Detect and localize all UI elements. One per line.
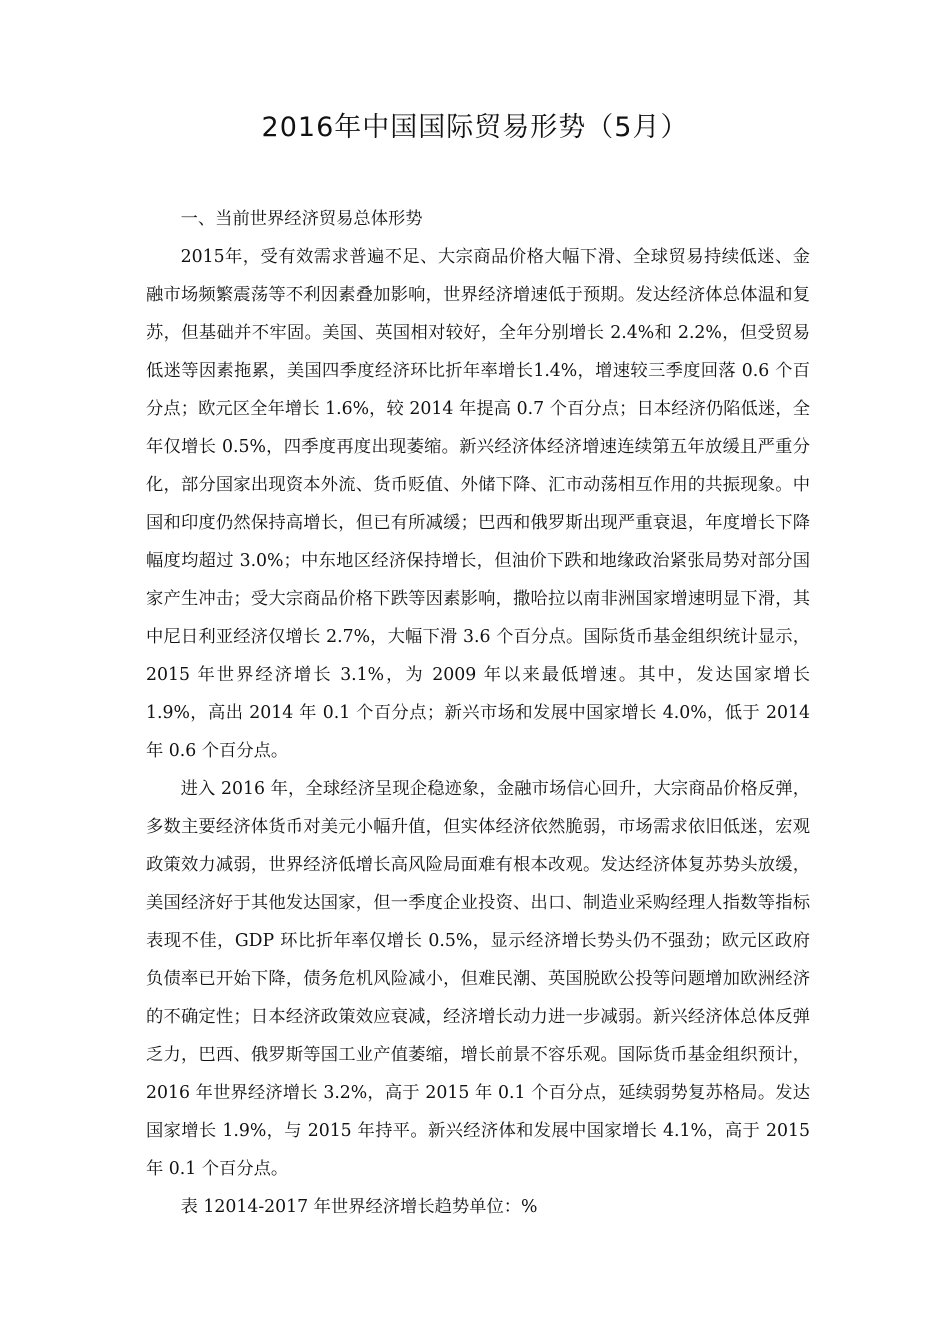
paragraph-2015-overview: 2015年，受有效需求普遍不足、大宗商品价格大幅下滑、全球贸易持续低迷、金融市场频繁震荡等不利因素叠加影响，世界经济增速低于预期。发达经济体总体温和复苏，但基础并不牢固。美国、英国相对较好，全年分别增长 2.4%和 2.2%，但受贸易低迷等因素拖累，美国四季度经济环比折年率增长1.4%，增速较三季度回落 0.6 个百分点；欧元区全年增长 1.6%，较 2014 年提高 0.7 个百分点；日本经济仍陷低迷，全年仅增长 0.5%，四季度再度出现萎缩。新兴经济体经济增速连续第五年放缓且严重分化，部分国家出现资本外流、货币贬值、外储下降、汇市动荡相互作用的共振现象。中国和印度仍然保持高增长，但已有所减缓；巴西和俄罗斯出现严重衰退，年度增长下降幅度均超过 3.0%；中东地区经济保持增长，但油价下跌和地缘政治紧张局势对部分国家产生冲击；受大宗商品价格下跌等因素影响，撒哈拉以南非洲国家增速明显下滑，其中尼日利亚经济仅增长 2.7%，大幅下滑 3.6 个百分点。国际货币基金组织统计显示， 2015 年世界经济增长 3.1%，为 2009 年以来最低增速。其中，发达国家增长 1.9%，高出 2014 年 0.1 个百分点；新兴市场和发展中国家增长 4.0%，低于 2014 年 0.6 个百分点。	[146, 247, 810, 761]
table-caption: 表 12014-2017 年世界经济增长趋势单位：%	[180, 1197, 538, 1217]
paragraph-2016-outlook: 进入 2016 年，全球经济呈现企稳迹象，金融市场信心回升，大宗商品价格反弹，多数主要经济体货币对美元小幅升值，但实体经济依然脆弱，市场需求依旧低迷，宏观政策效力减弱，世界经济低增长高风险局面难有根本改观。发达经济体复苏势头放缓，美国经济好于其他发达国家，但一季度企业投资、出口、制造业采购经理人指数等指标表现不佳，GDP 环比折年率仅增长 0.5%，显示经济增长势头仍不强劲；欧元区政府负债率已开始下降，债务危机风险减小，但难民潮、英国脱欧公投等问题增加欧洲经济的不确定性；日本经济政策效应衰减，经济增长动力进一步减弱。新兴经济体总体反弹乏力，巴西、俄罗斯等国工业产值萎缩，增长前景不容乐观。国际货币基金组织预计，2016 年世界经济增长 3.2%，高于 2015 年 0.1 个百分点，延续弱势复苏格局。发达国家增长 1.9%，与 2015 年持平。新兴经济体和发展中国家增长 4.1%，高于 2015 年 0.1 个百分点。	[146, 779, 810, 1179]
document-title: 2016年中国国际贸易形势（5月）	[261, 112, 689, 143]
section-heading: 一、当前世界经济贸易总体形势	[180, 209, 423, 229]
document-body	[146, 200, 810, 1226]
